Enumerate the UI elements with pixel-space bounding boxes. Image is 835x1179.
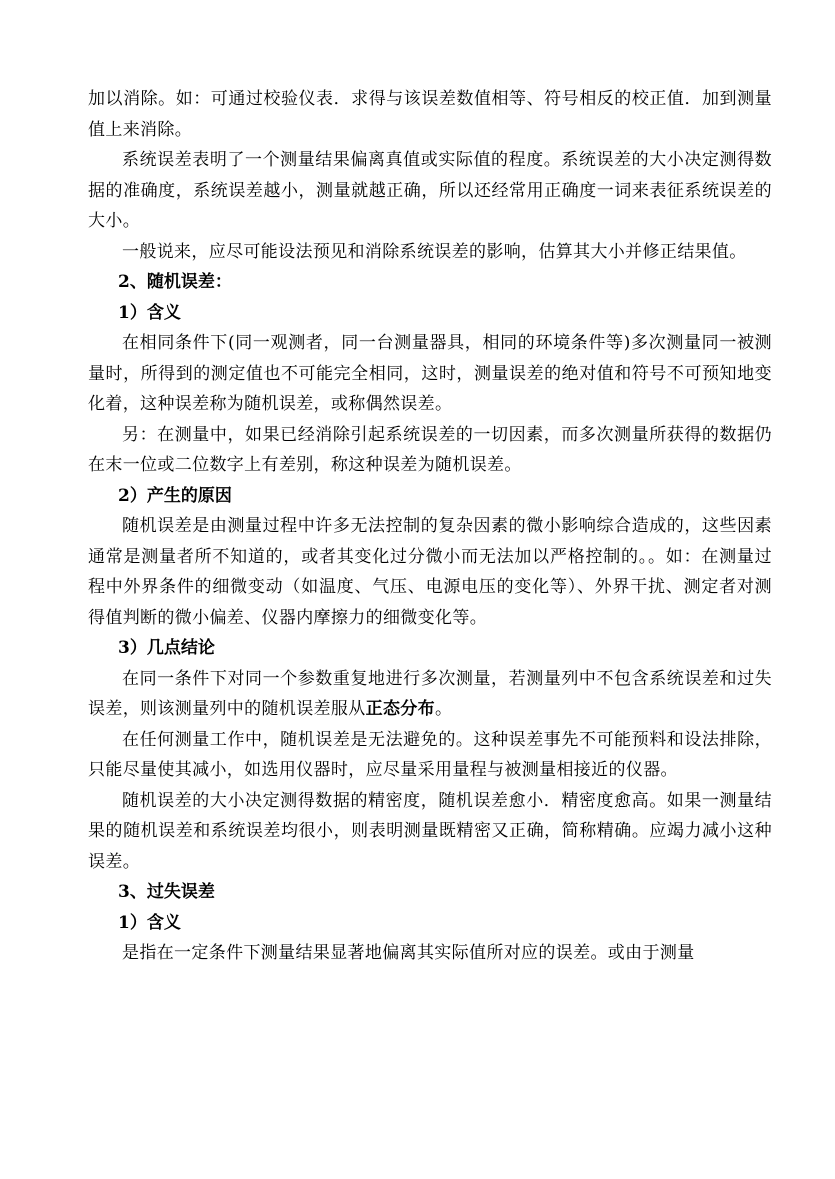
paragraph-systematic-error: 系统误差表明了一个测量结果偏离真值或实际值的程度。系统误差的大小决定测得数据的准确度，系统误差越小，测量就越正确，所以还经常用正确度一词来表征系统误差的大小。 — [88, 150, 772, 231]
bold-term: 正态分布 — [365, 699, 436, 719]
subheading-gross-definition: 1）含义 — [118, 912, 181, 933]
paragraph-unavoidable: 在任何测量工作中，随机误差是无法避免的。这种误差事先不可能预料和设法排除，只能尽量使其减小，如选用仪器时，应尽量采用量程与被测量相接近的仪器。 — [88, 729, 772, 780]
subheading-definition: 1）含义 — [118, 302, 181, 323]
paragraph-correction: 加以消除。如：可通过校验仪表．求得与该误差数值相等、符号相反的校正值．加到测量值上来消除。 — [88, 89, 772, 140]
subheading-conclusion: 3）几点结论 — [118, 638, 215, 658]
paragraph-cause: 随机误差是由测量过程中许多无法控制的复杂因素的微小影响综合造成的，这些因素通常是测量者所不知道的，或者其变化过分微小而无法加以严格控制的。。如：在测量过程中外界条件的细微变动（如温度、气压、电源电压的变化等）、外界干扰、测定者对测得值判断的微小偏差、仪器内摩擦力的细微变化等。 — [88, 516, 772, 628]
paragraph-normal-distribution — [88, 664, 772, 725]
text-segment: 。 — [435, 699, 453, 719]
paragraph-random-definition: 在相同条件下(同一观测者，同一台测量器具，相同的环境条件等)多次测量同一被测量时，所得到的测定值也不可能完全相同，这时，测量误差的绝对值和符号不可预知地变化着，这种误差称为随机误差，或称偶然误差。 — [88, 333, 772, 414]
heading-random-error: 2、随机误差： — [118, 272, 232, 292]
paragraph-random-other: 另：在测量中，如果已经消除引起系统误差的一切因素，而多次测量所获得的数据仍在末一位或二位数字上有差别，称这种误差为随机误差。 — [88, 424, 772, 475]
paragraph-gross-definition: 是指在一定条件下测量结果显著地偏离其实际值所对应的误差。或由于测量 — [122, 943, 695, 963]
document-page — [88, 84, 772, 969]
paragraph-general: 一般说来，应尽可能设法预见和消除系统误差的影响，估算其大小并修正结果值。 — [122, 241, 747, 262]
heading-gross-error: 3、过失误差 — [118, 882, 215, 902]
paragraph-precision: 随机误差的大小决定测得数据的精密度，随机误差愈小．精密度愈高。如果一测量结果的随机误差和系统误差均很小，则表明测量既精密又正确，简称精确。应竭力减小这种误差。 — [88, 790, 772, 872]
subheading-cause: 2）产生的原因 — [118, 485, 232, 506]
text-segment: 在同一条件下对同一个参数重复地进行多次测量，若测量列中不包含系统误差和过失误差，则该测量列中的随机误差服从 — [88, 668, 772, 719]
